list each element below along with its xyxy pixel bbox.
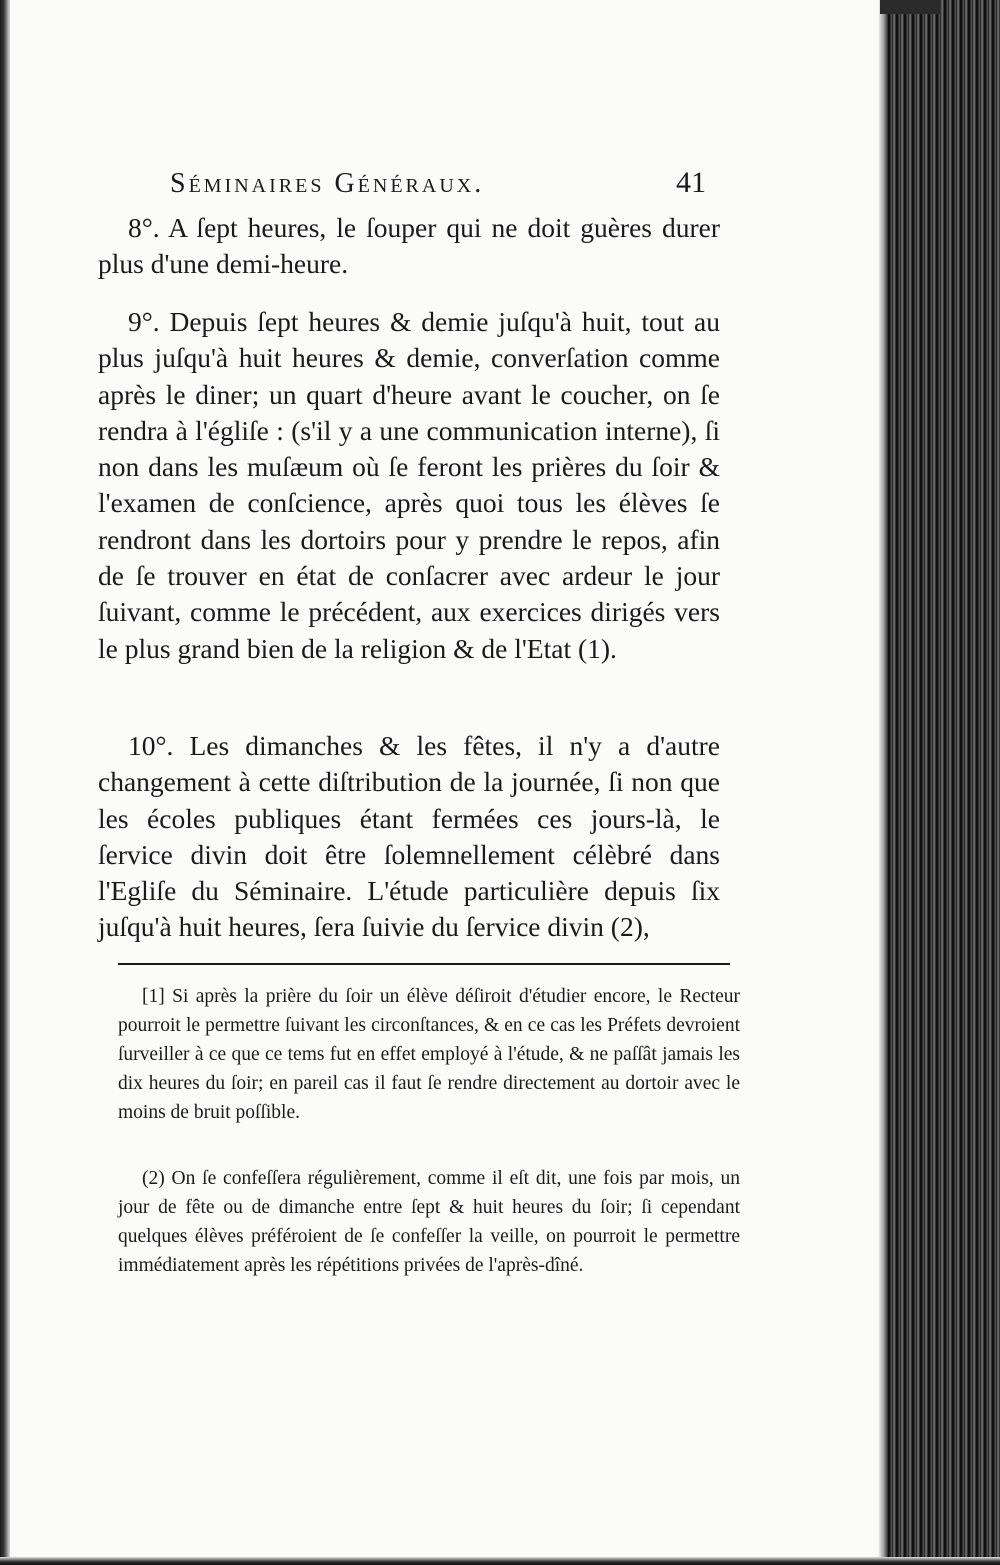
page-number: 41	[676, 166, 706, 199]
scan-top-edge	[880, 0, 940, 14]
paragraph-9: 9°. Depuis ſept heures & demie juſqu'à huit, tout au plus juſqu'à huit heures & demie, converſation comme après le diner; un quart d'heure avant le coucher, on ſe rendra à l'égliſe : (s'il y a une communication interne), ſi non dans les muſæum où ſe feront les prières du ſoir & l'examen de conſcience, après quoi tous les élèves ſe rendront dans les dortoirs pour y prendre le repos, afin de ſe trouver en état de conſacrer avec ardeur le jour ſuivant, comme le précédent, aux exercices dirigés vers le plus grand bien de la religion & de l'Etat (1).	[98, 306, 720, 664]
scan-bottom-edge	[0, 1557, 1000, 1565]
footnote-1: [1] Si après la prière du ſoir un élève déſiroit d'étudier encore, le Recteur pourroit le permettre ſuivant les circonſtances, & en ce cas les Préfets devroient ſurveiller à ce que ce tems fut en effet employé à l'étude, & ne paſſât jamais les dix heures du ſoir; en pareil cas il faut ſe rendre directement au dortoir avec le moins de bruit poſſible.	[118, 986, 740, 1123]
footnote-2: (2) On ſe confeſſera régulièrement, comme il eſt dit, une fois par mois, un jour de fête ou de dimanche entre ſept & huit heures du ſoir; ſi cependant quelques élèves préféroient de ſe confeſſer la veille, on pourroit le permettre immédiatement après les répétitions privées de l'après-dîné.	[118, 1168, 740, 1276]
paragraph-8: 8°. A ſept heures, le ſouper qui ne doit guères durer plus d'une demi-heure.	[98, 212, 720, 280]
book-page-stack-edge	[888, 0, 1000, 1565]
footnote-rule	[118, 963, 730, 965]
paragraph-10: 10°. Les dimanches & les fêtes, il n'y a d'autre changement à cette diſtribution de la journée, ſi non que les écoles publiques étant fermées ces jours-là, le ſervice divin doit être ſolemnellement célèbré dans l'Egliſe du Séminaire. L'étude particulière depuis ſix juſqu'à huit heures, ſera ſuivie du ſervice divin (2),	[98, 730, 720, 943]
page-gutter-shadow	[878, 0, 888, 1565]
scan-left-edge	[0, 0, 10, 1565]
running-head: Séminaires Généraux.	[170, 168, 485, 199]
